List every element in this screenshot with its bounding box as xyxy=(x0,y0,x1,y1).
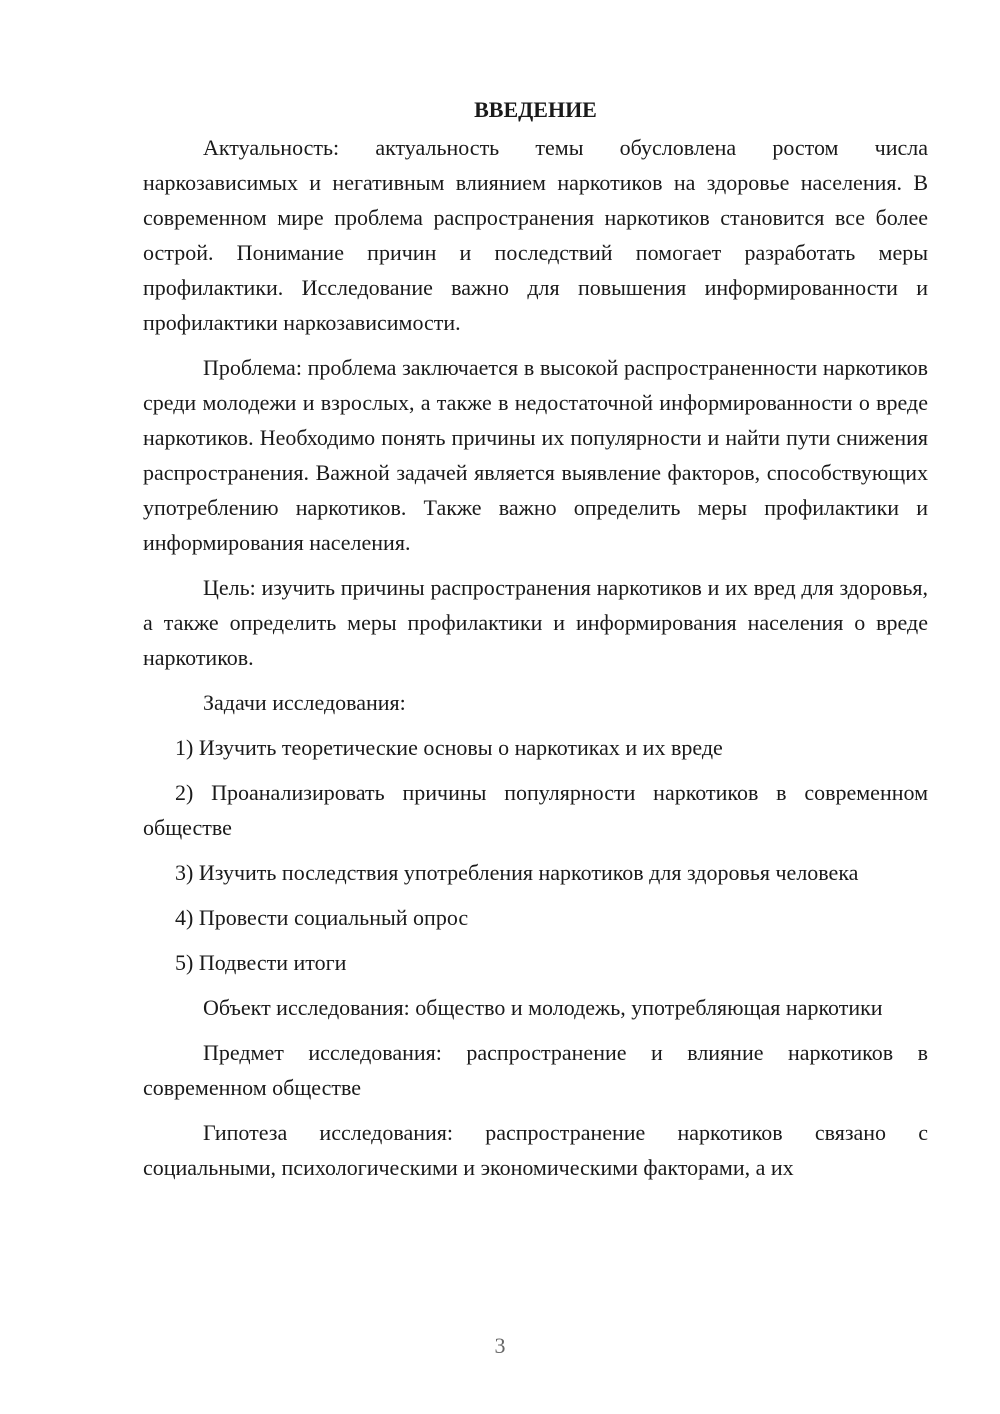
task-item: 1) Изучить теоретические основы о наркотиках и их вреде xyxy=(175,735,723,760)
goal-paragraph: Цель: изучить причины распространения наркотиков и их вред для здоровья, а также определить меры профилактики и информирования населения о вреде наркотиков. xyxy=(143,575,928,670)
task-item: 4) Провести социальный опрос xyxy=(175,905,469,930)
task-item: 5) Подвести итоги xyxy=(175,950,347,975)
problem-paragraph: Проблема: проблема заключается в высокой распространенности наркотиков среди молодежи и взрослых, а также в недостаточной информированности о вреде наркотиков. Необходимо понять причины их популярности и найти пути снижения распространения. Важной задачей является выявление факторов, способствующих употреблению наркотиков. Также важно определить меры профилактики и информирования населения. xyxy=(143,355,928,555)
page-number: 3 xyxy=(494,1333,506,1358)
object-paragraph: Объект исследования: общество и молодежь, употребляющая наркотики xyxy=(203,995,883,1020)
relevance-paragraph: Актуальность: актуальность темы обусловлена ростом числа наркозависимых и негативным влиянием наркотиков на здоровье населения. В современном мире проблема распространения наркотиков становится все более острой. Понимание причин и последствий помогает разработать меры профилактики. Исследование важно для повышения информированности и профилактики наркозависимости. xyxy=(143,135,928,335)
hypothesis-paragraph: Гипотеза исследования: распространение наркотиков связано с социальными, психологическими и экономическими факторами, а их xyxy=(143,1120,928,1180)
task-item: 2) Проанализировать причины популярности наркотиков в современном обществе xyxy=(143,780,928,840)
tasks-heading: Задачи исследования: xyxy=(203,690,406,715)
subject-paragraph: Предмет исследования: распространение и влияние наркотиков в современном обществе xyxy=(143,1040,928,1100)
page-title: ВВЕДЕНИЕ xyxy=(474,97,597,122)
document-page xyxy=(143,92,928,1195)
task-item: 3) Изучить последствия употребления наркотиков для здоровья человека xyxy=(175,860,859,885)
